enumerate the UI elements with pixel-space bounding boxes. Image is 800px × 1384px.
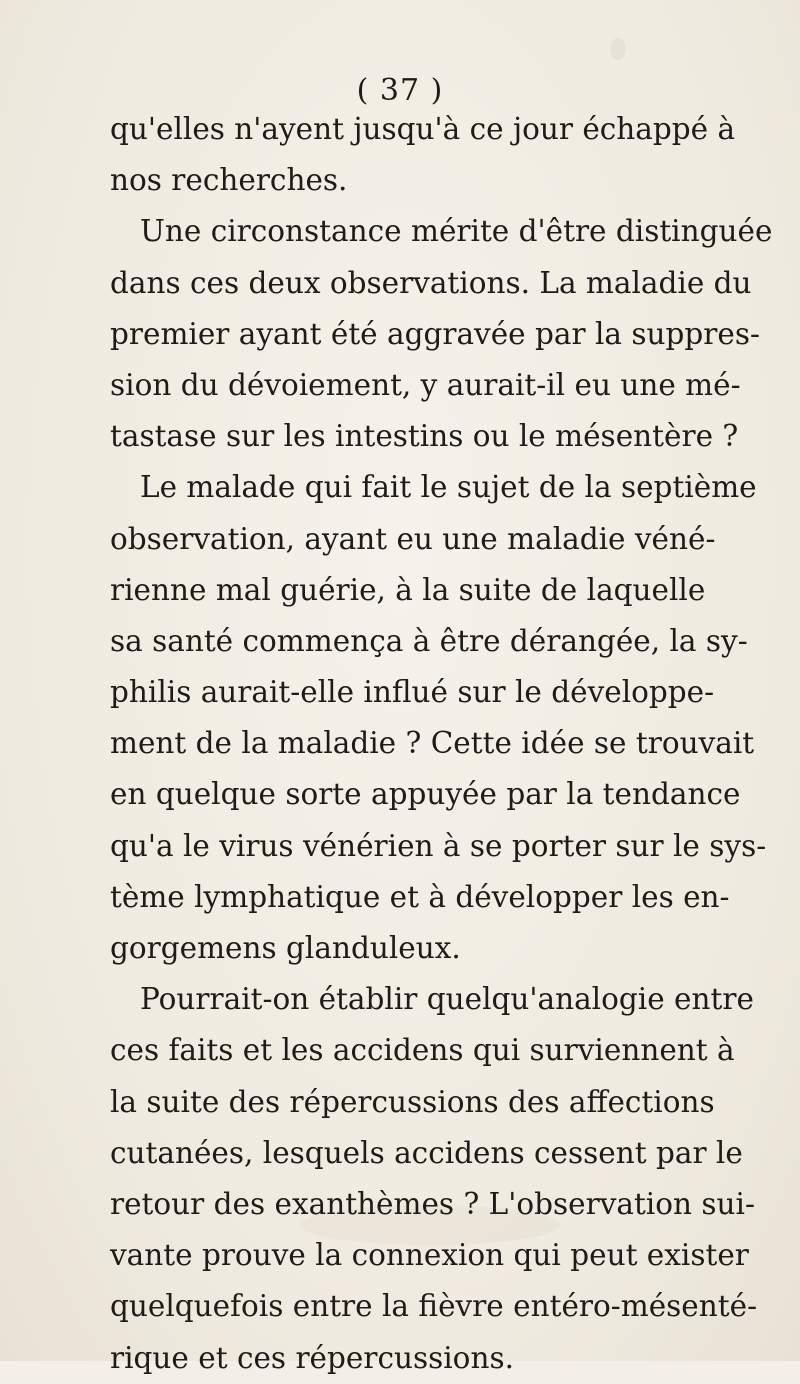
text-line: en quelque sorte appuyée par la tendance xyxy=(110,777,741,812)
text-line: philis aurait-elle influé sur le développe- xyxy=(110,675,715,710)
text-line: qu'elles n'ayent jusqu'à ce jour échappé à xyxy=(110,112,736,146)
text-line: Pourrait-on établir quelqu'analogie entre xyxy=(140,982,754,1017)
text-line: Une circonstance mérite d'être distinguée xyxy=(140,214,773,249)
text-line: tème lymphatique et à développer les en- xyxy=(110,879,730,914)
paper-stain xyxy=(610,38,626,60)
text-line: dans ces deux observations. La maladie du xyxy=(110,265,752,300)
text-line: quelquefois entre la fièvre entéro-mésenté- xyxy=(110,1289,758,1324)
text-line: cutanées, lesquels accidens cessent par le xyxy=(110,1135,743,1170)
text-line: rienne mal guérie, à la suite de laquelle xyxy=(110,572,706,607)
text-line: Le malade qui fait le sujet de la septième xyxy=(140,470,757,505)
text-line: premier ayant été aggravée par la suppres- xyxy=(110,316,760,351)
text-line: nos recherches. xyxy=(110,163,348,198)
body-text xyxy=(110,104,773,1384)
text-line: qu'a le virus vénérien à se porter sur le sys- xyxy=(110,828,767,863)
text-line: sion du dévoiement, y aurait-il eu une mé- xyxy=(110,367,741,402)
text-line: la suite des répercussions des affections xyxy=(110,1084,715,1119)
text-line: observation, ayant eu une maladie véné- xyxy=(110,521,716,556)
text-line: retour des exanthèmes ? L'observation sui- xyxy=(110,1186,755,1221)
text-line: rique et ces répercussions. xyxy=(110,1340,514,1375)
text-line: vante prouve la connexion qui peut exister xyxy=(110,1238,749,1273)
page-number: ( 37 ) xyxy=(356,73,444,108)
text-line: ces faits et les accidens qui surviennent à xyxy=(110,1033,735,1068)
text-line: sa santé commença à être dérangée, la sy- xyxy=(110,623,748,658)
text-line: ment de la maladie ? Cette idée se trouvait xyxy=(110,726,755,761)
text-line: gorgemens glanduleux. xyxy=(110,931,461,965)
text-line: tastase sur les intestins ou le mésentère ? xyxy=(110,419,739,454)
